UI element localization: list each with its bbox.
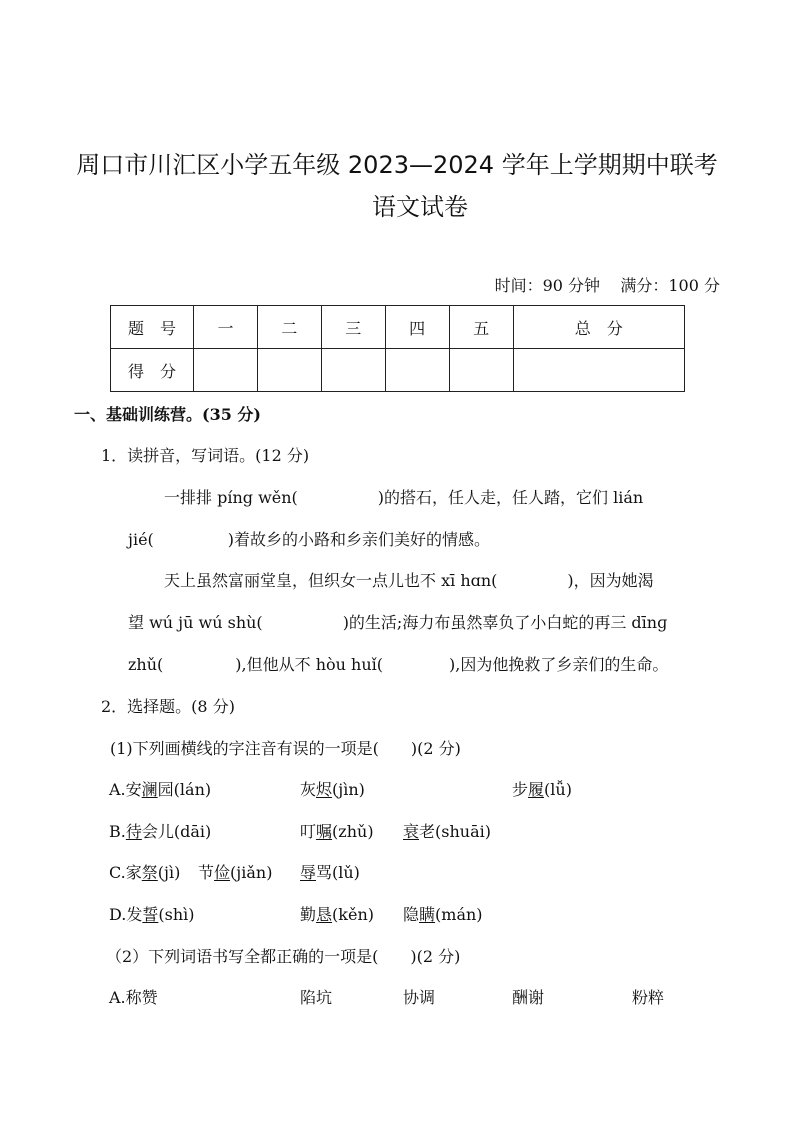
score-table xyxy=(110,305,685,392)
option-d-word-3 xyxy=(403,902,483,925)
option-c-word-3 xyxy=(300,860,360,883)
option-text: 园(lán) xyxy=(157,780,212,799)
option-text: 会儿(dāi) xyxy=(141,822,212,841)
option-text: (lǚ) xyxy=(544,780,572,799)
score-cell[interactable] xyxy=(257,349,321,392)
option-text: (jìn) xyxy=(332,780,365,799)
q1-line-2 xyxy=(128,527,490,550)
header-cell: 总 分 xyxy=(513,306,684,349)
q1-text: zhǔ( xyxy=(128,655,164,674)
score-cell[interactable] xyxy=(321,349,385,392)
option-text: (mán) xyxy=(435,905,483,924)
option-text: 安 xyxy=(125,780,142,799)
option-b[interactable] xyxy=(109,819,211,842)
question-2-label: 2．选择题。(8 分) xyxy=(101,697,235,716)
option-c[interactable] xyxy=(109,860,180,883)
score-table-score-row xyxy=(111,349,685,392)
option-c-word-2 xyxy=(198,860,272,883)
underlined-char: 履 xyxy=(528,780,545,799)
section-heading: 一、基础训练营。(35 分) xyxy=(74,405,261,424)
q1-text: jié( xyxy=(128,530,154,549)
header-cell: 一 xyxy=(194,306,258,349)
option-b-word-3 xyxy=(403,819,491,842)
q1-text: ),但他从不 hòu huǐ( xyxy=(235,655,383,674)
score-cell[interactable] xyxy=(513,349,684,392)
option-d[interactable] xyxy=(109,902,195,925)
underlined-char: 瞒 xyxy=(419,905,436,924)
underlined-char: 恳 xyxy=(316,905,333,924)
underlined-char: 烬 xyxy=(316,780,333,799)
q1-text: 望 wú jū wú shù( xyxy=(128,613,263,632)
q1-text: 一排排 píng wěn( xyxy=(164,488,298,507)
exam-subtitle: 语文试卷 xyxy=(372,193,468,221)
q1-text: 天上虽然富丽堂皇，但织女一点儿也不 xī hɑn( xyxy=(164,571,498,590)
option-text: 发 xyxy=(126,905,143,924)
option-text: 勤 xyxy=(300,905,317,924)
underlined-char: 辱 xyxy=(300,863,317,882)
option-a-word-3 xyxy=(512,777,572,800)
option-text: 家 xyxy=(125,863,142,882)
option-a[interactable] xyxy=(109,777,211,800)
option-2a-word-4: 酬谢 xyxy=(512,988,545,1007)
score-table-header-row xyxy=(111,306,685,349)
header-cell: 二 xyxy=(257,306,321,349)
q1-text: )，因为她渴 xyxy=(567,571,654,590)
option-letter: C. xyxy=(109,863,126,882)
option-text: (shì) xyxy=(158,905,195,924)
score-cell[interactable] xyxy=(194,349,258,392)
option-a-word-2 xyxy=(300,777,365,800)
header-cell: 五 xyxy=(449,306,513,349)
option-letter: A. xyxy=(109,988,126,1007)
option-letter: B. xyxy=(109,822,126,841)
option-text: 骂(lǔ) xyxy=(316,863,360,882)
q1-text: )的生活;海力布虽然辜负了小白蛇的再三 dīnɡ xyxy=(342,613,668,632)
option-letter: D. xyxy=(109,905,127,924)
full-score: 满分：100 分 xyxy=(620,276,720,295)
score-cell[interactable] xyxy=(449,349,513,392)
option-2a-word-2: 陷坑 xyxy=(300,988,333,1007)
score-cell[interactable] xyxy=(385,349,449,392)
header-cell: 题 号 xyxy=(111,306,194,349)
underlined-char: 俭 xyxy=(214,863,231,882)
exam-title: 周口市川汇区小学五年级 2023—2024 学年上学期期中联考 xyxy=(76,151,718,179)
option-d-word-2 xyxy=(300,902,374,925)
option-text: 称赞 xyxy=(125,988,158,1007)
q1-line-3 xyxy=(164,568,654,591)
q1-line-4 xyxy=(128,610,667,633)
option-2a-word-3: 协调 xyxy=(403,988,436,1007)
option-text: (jiǎn) xyxy=(230,863,273,882)
underlined-char: 誓 xyxy=(142,905,159,924)
option-letter: A. xyxy=(109,780,126,799)
row-label-cell: 得 分 xyxy=(111,349,194,392)
option-text: 步 xyxy=(512,780,529,799)
q1-line-1 xyxy=(164,485,643,508)
header-cell: 四 xyxy=(385,306,449,349)
option-2a-word-5: 粉粹 xyxy=(632,988,665,1007)
underlined-char: 待 xyxy=(125,822,142,841)
option-text: 叮 xyxy=(300,822,317,841)
option-text: 灰 xyxy=(300,780,317,799)
option-text: 节 xyxy=(198,863,215,882)
option-2a[interactable] xyxy=(109,985,158,1008)
q1-line-5 xyxy=(128,652,668,675)
option-text: 隐 xyxy=(403,905,420,924)
exam-meta xyxy=(495,273,720,296)
underlined-char: 嘱 xyxy=(316,822,333,841)
q1-text: )的搭石，任人走，任人踏，它们 lián xyxy=(377,488,644,507)
option-b-word-2 xyxy=(300,819,374,842)
option-text: 老(shuāi) xyxy=(419,822,491,841)
q1-text: ),因为他挽救了乡亲们的生命。 xyxy=(449,655,669,674)
time-limit: 时间：90 分钟 xyxy=(494,276,601,295)
option-text: (zhǔ) xyxy=(332,822,374,841)
underlined-char: 衰 xyxy=(403,822,420,841)
question-1-label: 1．读拼音，写词语。(12 分) xyxy=(101,446,310,465)
q1-text: )着故乡的小路和乡亲们美好的情感。 xyxy=(227,530,491,549)
q2-sub-2: （2）下列词语书写全都正确的一项是( )(2 分) xyxy=(106,947,461,966)
option-text: (kěn) xyxy=(332,905,374,924)
header-cell: 三 xyxy=(321,306,385,349)
option-text: (jì) xyxy=(157,863,181,882)
q2-sub-1: (1)下列画横线的字注音有误的一项是( )(2 分) xyxy=(110,739,461,758)
underlined-char: 澜 xyxy=(141,780,158,799)
underlined-char: 祭 xyxy=(141,863,158,882)
